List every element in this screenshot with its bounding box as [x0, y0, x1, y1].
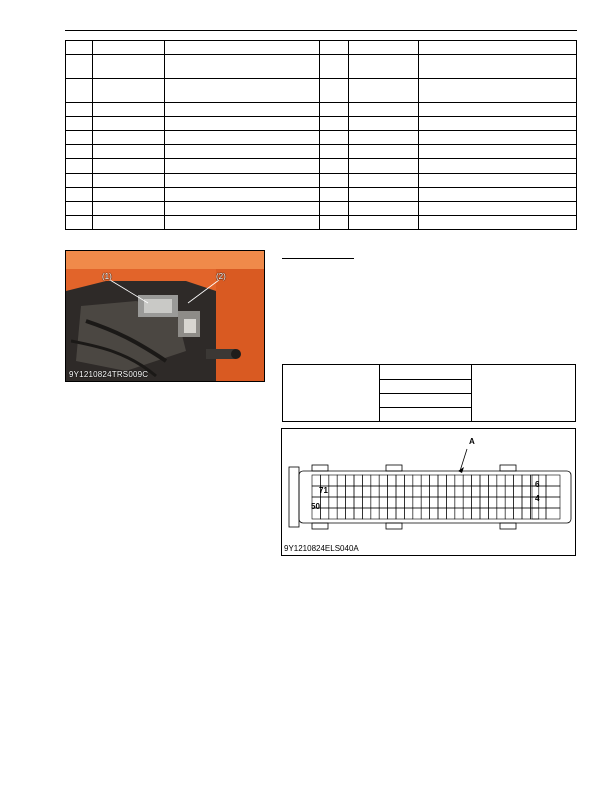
callout-1: (1) [102, 272, 112, 281]
table-row [66, 159, 577, 173]
connector-table [282, 364, 576, 422]
table-row [66, 215, 577, 229]
table-row [66, 173, 577, 187]
table-row [66, 55, 577, 79]
header-rule [65, 30, 577, 31]
table-row [66, 187, 577, 201]
table-row [66, 201, 577, 215]
pin-label-6: 6 [535, 480, 540, 489]
table-row [66, 41, 577, 55]
section-heading-rule [282, 258, 354, 259]
engine-photo-illustration [66, 251, 264, 381]
engine-photo [65, 250, 265, 382]
spec-table [65, 40, 577, 230]
connector-diagram [281, 428, 576, 556]
pin-label-71: 71 [319, 486, 328, 495]
table-row [66, 131, 577, 145]
table-row [66, 145, 577, 159]
callout-a: A [469, 437, 475, 446]
table-row [66, 79, 577, 103]
pin-label-50: 50 [311, 502, 320, 511]
table-row [66, 103, 577, 117]
diagram-caption: 9Y1210824ELS040A [284, 544, 359, 553]
table-row [66, 117, 577, 131]
photo-caption: 9Y1210824TRS009C [69, 370, 149, 379]
callout-2: (2) [216, 272, 226, 281]
pin-label-4: 4 [535, 494, 540, 503]
